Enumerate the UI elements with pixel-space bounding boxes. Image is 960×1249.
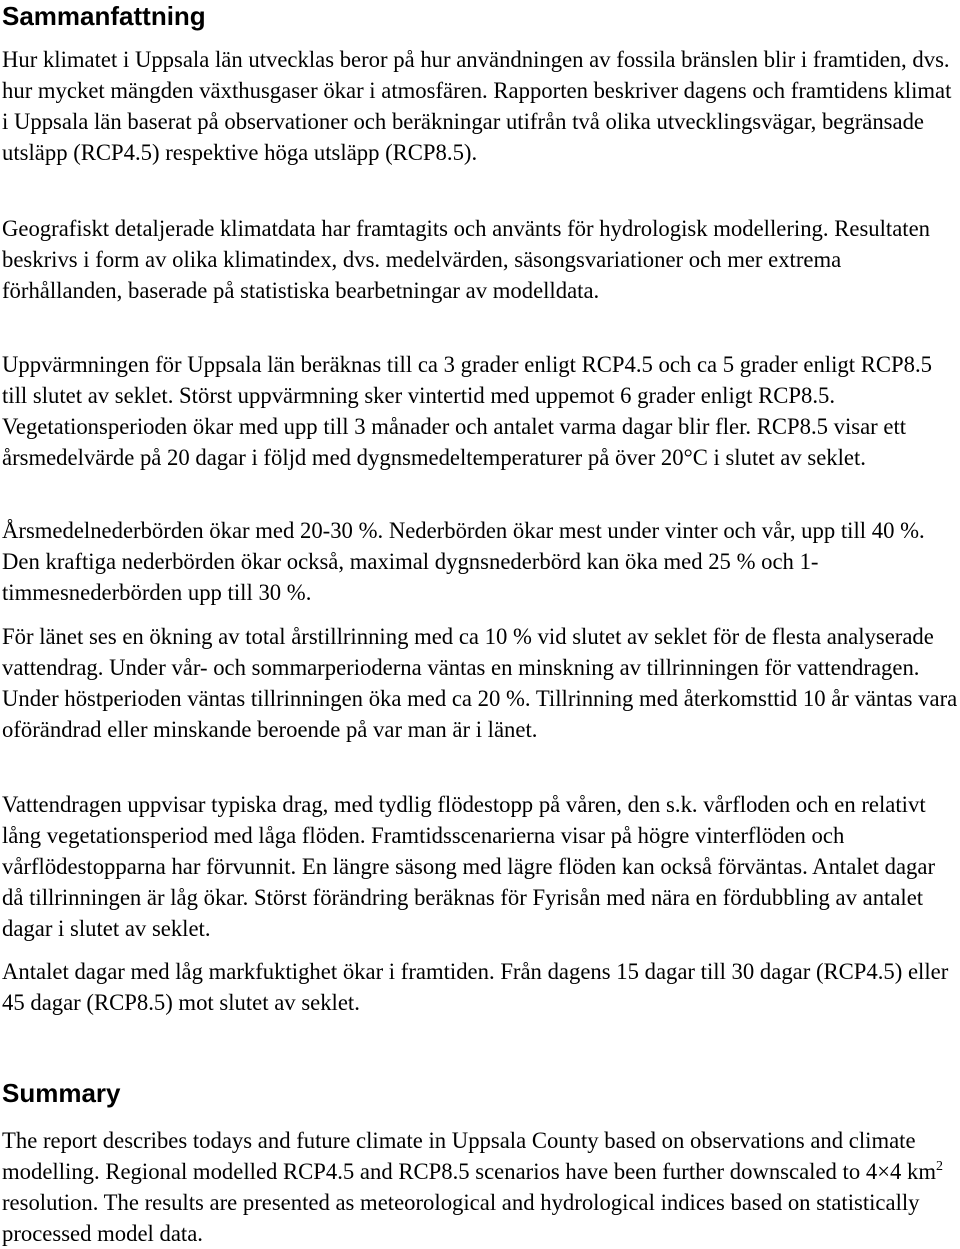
english-paragraph-superscript: 2 — [936, 1159, 943, 1174]
swedish-paragraph-7: Antalet dagar med låg markfuktighet ökar i framtiden. Från dagens 15 dagar till 30 dagar (RCP4.5) eller 45 dagar (RCP8.5) mot slutet av seklet. — [2, 959, 949, 1015]
english-paragraph-start: The report describes todays and future climate in Uppsala County based on observations and climate modelling. Regional modelled RCP4.5 and RCP8.5 scenarios have been further downscaled to 4×4 km — [2, 1128, 936, 1184]
swedish-paragraph-6: Vattendragen uppvisar typiska drag, med tydlig flödestopp på våren, den s.k. vårfloden och en relativt lång vegetationsperiod med låga flöden. Framtidsscenarierna visar på högre vinterflöden och vårflödestopparna har förvunnit. En längre säsong med lägre flöden kan också förväntas. Antalet dagar då tillrinningen är låg ökar. Störst förändring beräknas för Fyrisån med nära en fördubbling av antalet dagar i slutet av seklet. — [2, 792, 936, 941]
english-summary-heading: Summary — [2, 1078, 121, 1108]
english-paragraph — [2, 1125, 958, 1249]
swedish-paragraph-4: Årsmedelnederbörden ökar med 20-30 %. Nederbörden ökar mest under vinter och vår, upp till 40 %. Den kraftiga nederbörden ökar också, maximal dygnsnederbörd kan öka med 25 % och 1-timmesnederbörden upp till 30 %. — [2, 518, 925, 605]
swedish-paragraph-3: Uppvärmningen för Uppsala län beräknas till ca 3 grader enligt RCP4.5 och ca 5 grader enligt RCP8.5 till slutet av seklet. Störst uppvärmning sker vintertid med uppemot 6 grader enligt RCP8.5. Vegetationsperioden ökar med upp till 3 månader och antalet varma dagar blir fler. RCP8.5 visar ett årsmedelvärde på 20 dagar i följd med dygnsmedeltemperaturer på över 20°C i slutet av seklet. — [2, 352, 932, 470]
swedish-paragraph-1: Hur klimatet i Uppsala län utvecklas beror på hur användningen av fossila bränslen blir i framtiden, dvs. hur mycket mängden växthusgaser ökar i atmosfären. Rapporten beskriver dagens och framtidens klimat i Uppsala län baserat på observationer och beräkningar utifrån två olika utvecklingsvägar, begränsade utsläpp (RCP4.5) respektive höga utsläpp (RCP8.5). — [2, 47, 952, 165]
english-paragraph-end: resolution. The results are presented as meteorological and hydrological indices based on statistically processed model data. — [2, 1190, 920, 1246]
swedish-paragraph-5: För länet ses en ökning av total årstillrinning med ca 10 % vid slutet av seklet för de flesta analyserade vattendrag. Under vår- och sommarperioderna väntas en minskning av tillrinningen för vattendragen. Under höstperioden väntas tillrinningen öka med ca 20 %. Tillrinning med återkomsttid 10 år väntas vara oförändrad eller minskande beroende på var man är i länet. — [2, 624, 958, 742]
swedish-summary-heading: Sammanfattning — [2, 1, 206, 31]
swedish-paragraph-2: Geografiskt detaljerade klimatdata har framtagits och använts för hydrologisk modellering. Resultaten beskrivs i form av olika klimatindex, dvs. medelvärden, säsongsvariationer och mer extrema förhållanden, baserade på statistiska bearbetningar av modelldata. — [2, 216, 931, 303]
